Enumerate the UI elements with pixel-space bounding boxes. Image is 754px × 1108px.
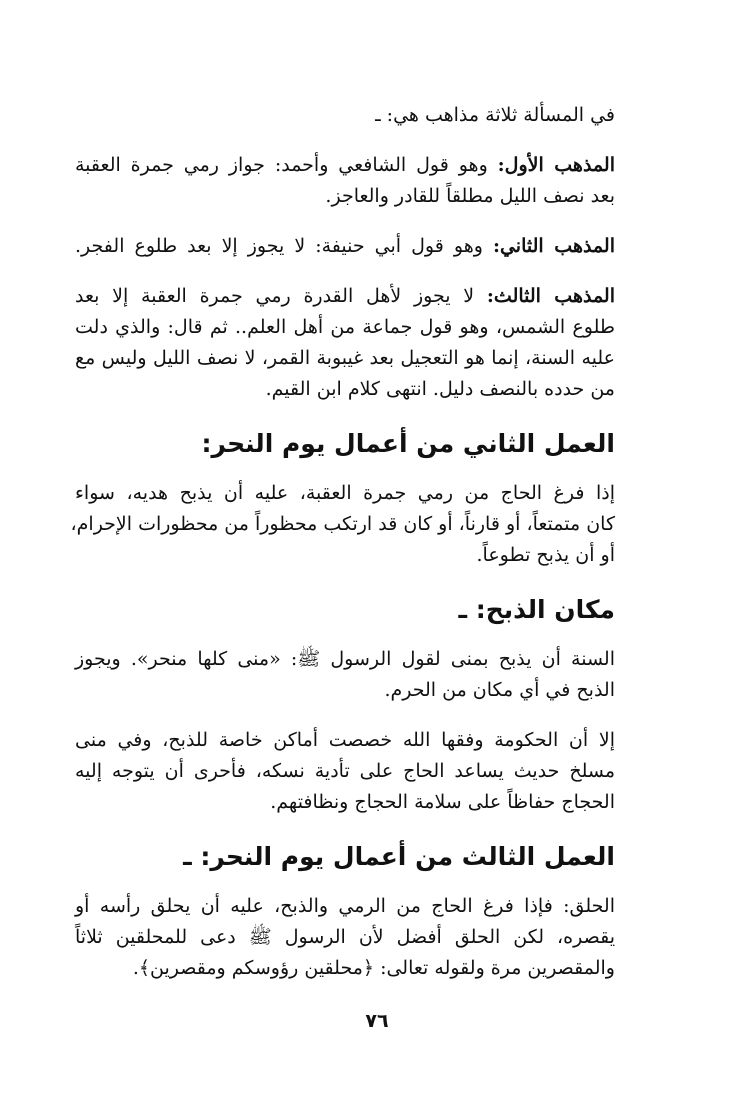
madhab-3-line-3: عليه السنة، إنما هو التعجيل بعد غيبوبة القمر، لا نصف الليل وليس مع bbox=[75, 347, 615, 369]
place-paragraph-2 bbox=[75, 725, 615, 818]
place-2-line-1: إلا أن الحكومة وفقها الله خصصت أماكن خاصة للذبح، وفي منى bbox=[75, 729, 615, 751]
third-work-paragraph bbox=[75, 891, 615, 984]
place-2-line-2: مسلخ حديث يساعد الحاج على تأدية نسكه، فأحرى أن يتوجه إليه bbox=[75, 760, 615, 782]
madhab-1-paragraph bbox=[75, 150, 615, 212]
intro-paragraph bbox=[75, 100, 615, 131]
third-work-line-1: الحلق: فإذا فرغ الحاج من الرمي والذبح، عليه أن يحلق رأسه أو bbox=[75, 895, 615, 917]
second-work-line-3: أو أن يذبح تطوعاً. bbox=[476, 544, 615, 566]
second-work-line-1: إذا فرغ الحاج من رمي جمرة العقبة، عليه أن يذبح هديه، سواء bbox=[75, 482, 615, 504]
madhab-3-line-4: من حدده بالنصف دليل. انتهى كلام ابن القيم. bbox=[265, 378, 615, 400]
second-work-line-2: كان متمتعاً، أو قارناً، أو كان قد ارتكب محظوراً من محظورات الإحرام، bbox=[70, 513, 615, 535]
madhab-1-line-1: المذهب الأول: وهو قول الشافعي وأحمد: جواز رمي جمرة العقبة bbox=[75, 154, 615, 176]
second-work-paragraph bbox=[70, 478, 615, 571]
madhab-3-line-1: المذهب الثالث: لا يجوز لأهل القدرة رمي جمرة العقبة إلا بعد bbox=[75, 285, 615, 307]
madhab-3-line-2: طلوع الشمس، وهو قول جماعة من أهل العلم.. ثم قال: والذي دلت bbox=[75, 316, 615, 338]
heading-third-work: العمل الثالث من أعمال يوم النحر: ـ bbox=[183, 842, 615, 871]
third-work-line-3: والمقصرين مرة ولقوله تعالى: ﴿محلقين رؤوسكم ومقصرين﴾. bbox=[132, 957, 615, 979]
heading-second-work: العمل الثاني من أعمال يوم النحر: bbox=[201, 429, 615, 458]
madhab-2-paragraph bbox=[75, 231, 615, 262]
place-paragraph-1 bbox=[75, 644, 615, 706]
madhab-2-label: المذهب الثاني: bbox=[492, 235, 615, 257]
third-work-line-2: يقصره، لكن الحلق أفضل لأن الرسول ﷺ دعى للمحلقين ثلاثاً bbox=[75, 926, 615, 948]
page-number: ٧٦ bbox=[365, 1010, 389, 1032]
heading-place-of-slaughter: مكان الذبح: ـ bbox=[458, 595, 615, 624]
madhab-3-paragraph bbox=[75, 281, 615, 405]
place-1-line-2: الذبح في أي مكان من الحرم. bbox=[384, 679, 615, 701]
place-1-line-1: السنة أن يذبح بمنى لقول الرسول ﷺ: «منى كلها منحر». ويجوز bbox=[75, 648, 615, 670]
madhab-2-line-1: المذهب الثاني: وهو قول أبي حنيفة: لا يجوز إلا بعد طلوع الفجر. bbox=[75, 235, 615, 257]
intro-line: في المسألة ثلاثة مذاهب هي: ـ bbox=[375, 104, 615, 126]
place-2-line-3: الحجاج حفاظاً على سلامة الحجاج ونظافتهم. bbox=[270, 791, 615, 813]
madhab-1-line-2: بعد نصف الليل مطلقاً للقادر والعاجز. bbox=[325, 185, 615, 207]
madhab-3-label: المذهب الثالث: bbox=[486, 285, 615, 307]
page-body bbox=[70, 100, 615, 1003]
madhab-1-label: المذهب الأول: bbox=[497, 154, 615, 176]
